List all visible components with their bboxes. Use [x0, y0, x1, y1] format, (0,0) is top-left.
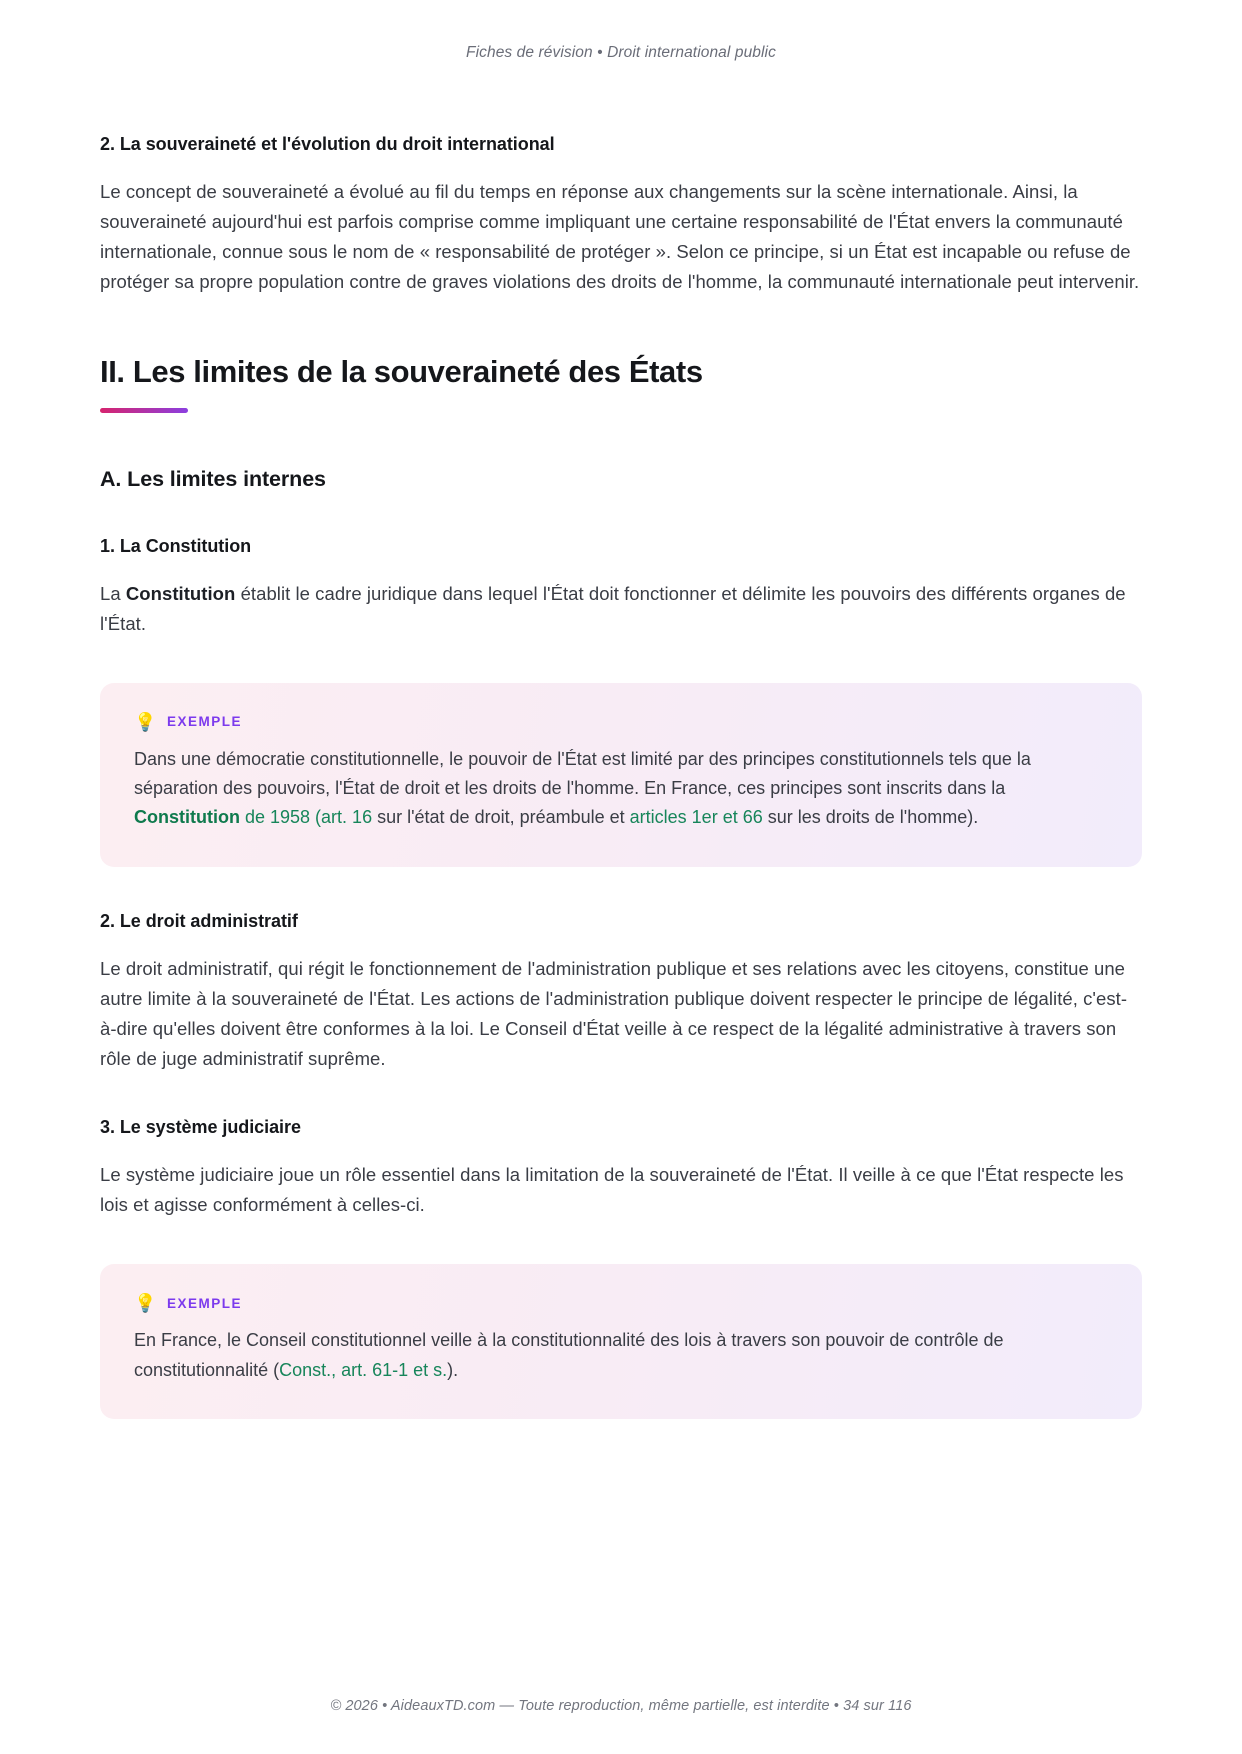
section-limites — [100, 353, 1142, 413]
paragraph-souverainete-evolution: Le concept de souveraineté a évolué au fil du temps en réponse aux changements sur la scène internationale. Ainsi, la souveraineté aujourd'hui est parfois comprise comme impliquant une certaine responsabilité de l'État envers la communauté internationale, connue sous le nom de « responsabilité de protéger ». Selon ce principe, si un État est incapable ou refuse de protéger sa propre population contre de graves violations des droits de l'homme, la communauté internationale peut intervenir. — [100, 181, 1140, 292]
callout-text-1: Dans une démocratie constitutionnelle, le pouvoir de l'État est limité par des principes constitutionnels tels que la séparation des pouvoirs, l'État de droit et les droits de l'homme. En France, ces principes sont inscrits dans la — [134, 748, 1031, 798]
paragraph-bold-term: Constitution — [125, 582, 236, 604]
callout-exemple-constitution — [100, 683, 1142, 867]
callout-text-2: de 1958 ( — [239, 807, 322, 828]
heading-limites-internes: A. Les limites internes — [100, 466, 326, 491]
callout-body — [134, 1326, 1108, 1385]
paragraph-droit-administratif: Le droit administratif, qui régit le fonctionnement de l'administration publique et ses relations avec les citoyens, constitue une autre limite à la souveraineté de l'État. Les actions de l'administration publique doivent respecter le principe de légalité, c'est-à-dire qu'elles doivent être conformes à la loi. Le Conseil d'État veille à ce respect de la légalité administrative à travers son rôle de juge administratif suprême. — [100, 957, 1128, 1069]
callout-body — [134, 745, 1108, 833]
section-title-limites: II. Les limites de la souveraineté des États — [100, 353, 703, 389]
paragraph-rest: établit le cadre juridique dans lequel l'État doit fonctionner et délimite les pouvoirs des différents organes de l'État. — [100, 582, 1126, 634]
section-title-rule — [100, 408, 188, 413]
callout-ref-articles: articles 1er et 66 — [629, 807, 763, 828]
callout-label: EXEMPLE — [167, 714, 243, 730]
paragraph-la-constitution — [100, 579, 1142, 639]
callout-text-4: sur les droits de l'homme). — [762, 807, 979, 828]
heading-systeme-judiciaire: 3. Le système judiciaire — [100, 1117, 301, 1138]
running-header: Fiches de révision • Droit international public — [466, 44, 776, 61]
callout-exemple-conseil-constitutionnel — [100, 1264, 1142, 1419]
lightbulb-icon: 💡 — [134, 711, 157, 732]
callout-label: EXEMPLE — [167, 1295, 243, 1311]
paragraph-lead: La — [100, 582, 126, 604]
heading-la-constitution: 1. La Constitution — [100, 535, 252, 556]
callout-header — [134, 1294, 1108, 1312]
callout-header — [134, 713, 1108, 731]
page-footer: © 2026 • AideauxTD.com — Toute reproduction, même partielle, est interdite • 34 sur 116 — [330, 1698, 912, 1714]
callout-text-2: ). — [447, 1359, 459, 1380]
callout-text-1: En France, le Conseil constitutionnel veille à la constitutionnalité des lois à travers son pouvoir de contrôle de constitutionnalité ( — [134, 1330, 1004, 1380]
document-content — [0, 62, 1242, 1698]
callout-ref-constitution: Constitution — [134, 807, 240, 828]
paragraph-systeme-judiciaire: Le système judiciaire joue un rôle essentiel dans la limitation de la souveraineté de l'État. Il veille à ce que l'État respecte les lois et agisse conformément à celles-ci. — [100, 1164, 1124, 1216]
heading-droit-administratif: 2. Le droit administratif — [100, 910, 298, 931]
callout-ref-art-16: art. 16 — [321, 807, 373, 828]
lightbulb-icon: 💡 — [134, 1293, 157, 1314]
callout-text-3: sur l'état de droit, préambule et — [372, 807, 630, 828]
callout-ref-const-art-61-1: Const., art. 61-1 et s. — [279, 1359, 448, 1380]
heading-souverainete-evolution: 2. La souveraineté et l'évolution du droit international — [100, 134, 555, 154]
